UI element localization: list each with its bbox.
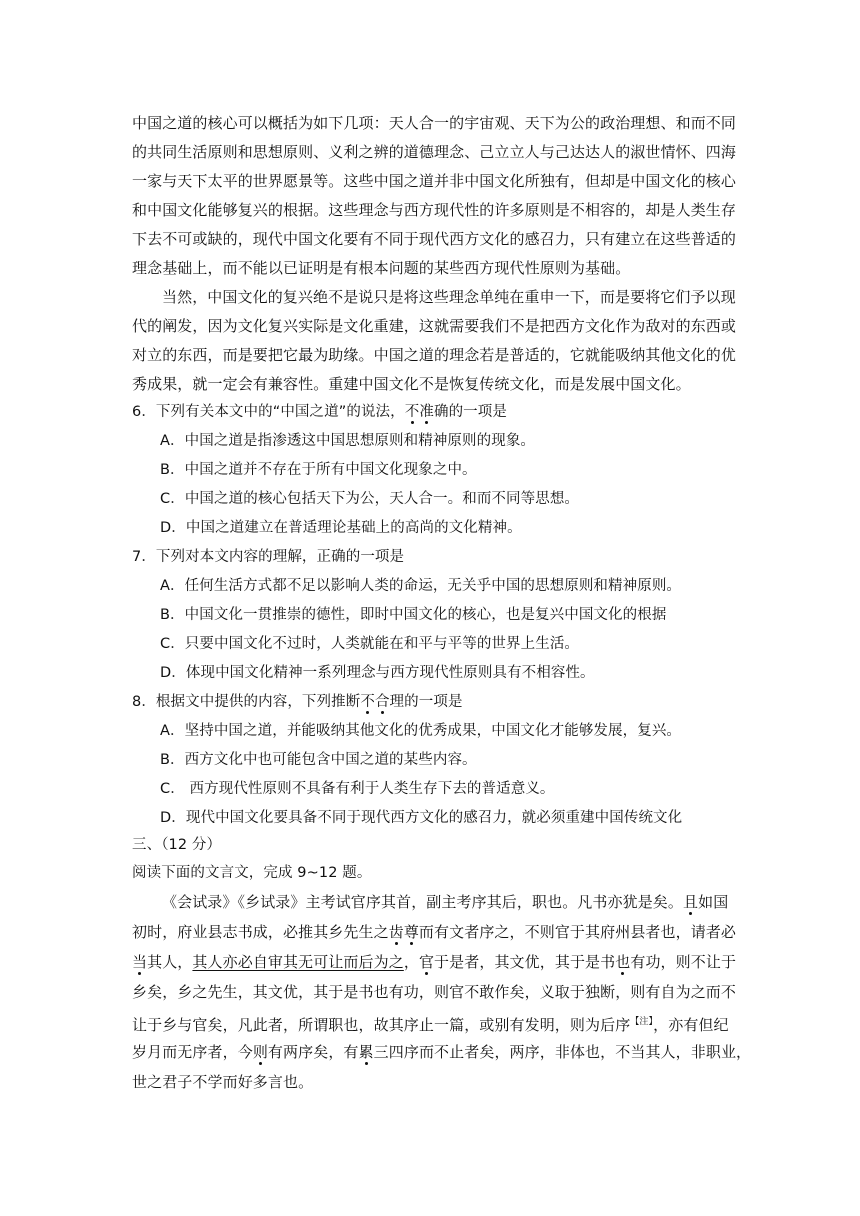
passage-line: 理念基础上，而不能以已证明是有根本问题的某些西方现代性原则为基础。	[132, 259, 631, 277]
underlined-sentence: 其人亦必自审其无可让而后为之	[192, 953, 404, 971]
emphasis-dot: 则	[252, 1043, 268, 1061]
emphasis-dot: 且	[683, 893, 699, 911]
emphasis-dot: 当	[132, 953, 148, 971]
question-8-option-b: B．西方文化中也可能包含中国之道的某些内容。	[160, 752, 477, 768]
emphasis-dot: 不	[404, 404, 420, 420]
question-6-option-b: B．中国之道并不存在于所有中国文化现象之中。	[160, 462, 477, 478]
passage-line: 秀成果，就一定会有兼容性。重建中国文化不是恢复传统文化，而是发展中国文化。	[132, 375, 691, 393]
question-6-option-c: C．中国之道的核心包括天下为公，天人合一。和而不同等思想。	[160, 491, 580, 507]
question-6-option-a: A．中国之道是指渗透这中国思想原则和精神原则的现象。	[160, 433, 536, 449]
passage-line: 的共同生活原则和思想原则、义利之辨的道德理念、己立立人与己达达人的淑世情怀、四海	[132, 143, 737, 161]
question-8-stem: 8．根据文中提供的内容，下列推断不合理的一项是	[132, 694, 463, 710]
passage-line: 中国之道的核心可以概括为如下几项：天人合一的宇宙观、天下为公的政治理想、和而不同	[132, 114, 737, 132]
emphasis-dot: 齿	[388, 923, 404, 941]
emphasis-dot: 累	[358, 1043, 374, 1061]
emphasis-dot: 准	[419, 404, 434, 420]
classical-line: 乡矣，乡之先生，其文优，其于是书也有功，则官不敢作矣，义取于独断，则有自为之而不	[132, 983, 737, 1001]
emphasis-dot: 合	[374, 694, 390, 710]
question-8-option-c: C． 西方现代性原则不具备有利于人类生存下去的普适意义。	[160, 781, 555, 797]
passage-line: 和中国文化能够复兴的根据。这些理念与西方现代性的许多原则是不相容的，却是人类生存	[132, 201, 737, 219]
question-8-option-d: D．现代中国文化要具备不同于现代西方文化的感召力，就必须重建中国传统文化	[160, 810, 683, 826]
question-8-option-a: A．坚持中国之道，并能吸纳其他文化的优秀成果，中国文化才能够发展，复兴。	[160, 723, 682, 739]
question-7-option-c: C．只要中国文化不过时，人类就能在和平与平等的世界上生活。	[160, 636, 580, 652]
question-7-stem: 7．下列对本文内容的理解，正确的一项是	[132, 549, 405, 565]
section-instruction: 阅读下面的文言文，完成 9~12 题。	[132, 865, 372, 881]
passage-line: 代的阐发，因为文化复兴实际是文化重建，这就需要我们不是把西方文化作为敌对的东西或	[132, 317, 737, 335]
classical-line: 让于乡与官矣，凡此者，所谓职也，故其序止一篇，或别有发明，则为后序$^{【注】}$，亦有但纪	[132, 1016, 729, 1034]
classical-line: 世之君子不学而好多言也。	[132, 1073, 314, 1091]
footnote-marker: 【注】	[630, 1017, 654, 1027]
classical-line: 岁月而无序者，今则有两序矣，有累三四序而不止者矣，两序，非体也，不当其人，非职业，	[132, 1043, 752, 1061]
emphasis-dot: 尊	[403, 923, 419, 941]
emphasis-dot: 不	[360, 694, 375, 710]
classical-line: 初时，府业县志书成，必推其乡先生之齿尊而有文者序之，不则官于其府州县者也，请者必	[132, 923, 737, 941]
passage-line: 对立的东西，而是要把它最为助缘。中国之道的理念若是普适的，它就能吸纳其他文化的优	[132, 346, 737, 364]
question-6-option-d: D．中国之道建立在普适理论基础上的高尚的文化精神。	[160, 520, 522, 536]
classical-line: 当其人，其人亦必自审其无可让而后为之，官于是者，其文优，其于是书也有功，则不让于	[132, 953, 737, 971]
passage-line: 当然，中国文化的复兴绝不是说只是将这些理念单纯在重申一下，而是要将它们予以现	[162, 288, 736, 306]
question-7-option-d: D．体现中国文化精神一系列理念与西方现代性原则具有不相容性。	[160, 665, 595, 681]
classical-line: 《会试录》《乡试录》主考试官序其首，副主考序其后，职也。凡书亦犹是矣。且如国	[162, 893, 729, 911]
section-heading: 三、（12 分）	[132, 837, 222, 853]
question-7-option-b: B．中国文化一贯推崇的德性，即时中国文化的核心，也是复兴中国文化的根据	[160, 607, 667, 623]
passage-line: 一家与天下太平的世界愿景等。这些中国之道并非中国文化所独有，但却是中国文化的核心	[132, 172, 737, 190]
emphasis-dot: 官	[418, 953, 435, 971]
question-6-stem: 6．下列有关本文中的“中国之道”的说法，不准确的一项是	[132, 404, 507, 420]
question-7-option-a: A．任何生活方式都不足以影响人类的命运，无关乎中国的思想原则和精神原则。	[160, 578, 682, 594]
passage-line: 下去不可或缺的，现代中国文化要有不同于现代西方文化的感召力，只有建立在这些普适的	[132, 230, 737, 248]
emphasis-dot: 也	[615, 953, 631, 971]
